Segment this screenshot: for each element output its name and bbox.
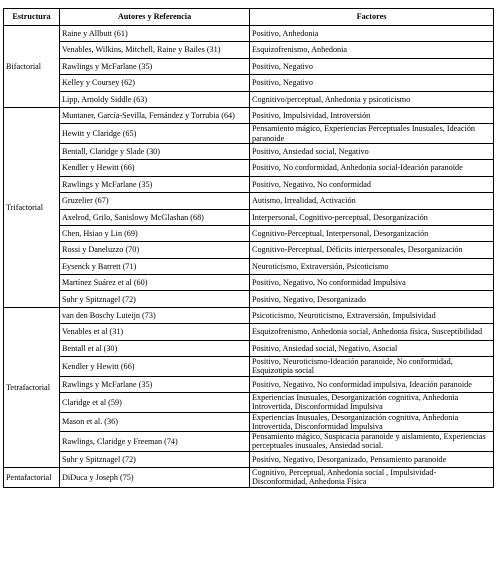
factors-cell: Positivo, Impulsividad, Introversión: [250, 107, 494, 123]
authors-cell: van den Boschy Luteijn (73): [60, 307, 250, 323]
table-row: [4, 75, 494, 91]
table-row: [4, 275, 494, 291]
factors-cell: Interpersonal, Cognitivo-perceptual, Desorganización: [250, 209, 494, 225]
authors-cell: Raine y Allbutt (61): [60, 26, 250, 42]
authors-cell: Lipp, Arnoldy Siddle (63): [60, 91, 250, 107]
table-row: [4, 242, 494, 258]
table-row: [4, 258, 494, 274]
authors-cell: Hewitt y Claridge (65): [60, 124, 250, 144]
factors-cell: Positivo, Anhedonia: [250, 26, 494, 42]
factor-structure-table: [3, 8, 494, 488]
factors-cell: Cognitivo-Perceptual, Interpersonal, Desorganización: [250, 225, 494, 241]
authors-cell: Suhr y Spitznagel (72): [60, 291, 250, 307]
authors-cell: Kelley y Coursey (62): [60, 75, 250, 91]
table-row: [4, 209, 494, 225]
structure-cell: Bifactorial: [4, 26, 60, 108]
authors-cell: Venables, Wilkins, Mitchell, Raine y Bailes (31): [60, 42, 250, 58]
factors-cell: Positivo, Negativo, No conformidad impulsiva, Ideación paranoide: [250, 376, 494, 392]
authors-cell: Kendler y Hewitt (66): [60, 357, 250, 377]
authors-cell: Muntaner, García-Sevilla, Fernández y Torrubia (64): [60, 107, 250, 123]
authors-cell: Eysenck y Barrett (71): [60, 258, 250, 274]
factors-cell: Positivo, Negativo: [250, 75, 494, 91]
table-row: [4, 324, 494, 340]
header-estructura: Estructura: [4, 9, 60, 26]
table-row: [4, 307, 494, 323]
factors-cell: Positivo, Ansiedad social, Negativo, Asocial: [250, 340, 494, 356]
authors-cell: Rawlings y McFarlane (35): [60, 176, 250, 192]
factors-cell: Pensamiento mágico, Experiencias Perceptuales Inusuales, Ideación paranoide: [250, 124, 494, 144]
structure-cell: Trifactorial: [4, 107, 60, 307]
authors-cell: Claridge et al (59): [60, 393, 250, 413]
structure-cell: Pentafactorial: [4, 468, 60, 488]
table-row: [4, 340, 494, 356]
table-row: [4, 26, 494, 42]
table-row: [4, 291, 494, 307]
authors-cell: Venables et al (31): [60, 324, 250, 340]
table-row: [4, 412, 494, 432]
table-row: [4, 376, 494, 392]
factors-cell: Positivo, Negativo, Desorganizado, Pensamiento paranoide: [250, 451, 494, 467]
authors-cell: Rawlings y McFarlane (35): [60, 376, 250, 392]
table-row: [4, 91, 494, 107]
header-factores: Factores: [250, 9, 494, 26]
table-row: [4, 42, 494, 58]
authors-cell: Rossi y Daneluzzo (70): [60, 242, 250, 258]
factors-cell: Pensamiento mágico, Suspicacia paranoide y aislamiento, Experiencias perceptuales inusuales, Ansiedad social.: [250, 432, 494, 452]
factors-cell: Positivo, Negativo, No conformidad Impulsiva: [250, 275, 494, 291]
table-row: [4, 432, 494, 452]
factors-cell: Psicoticismo, Neuroticismo, Extraversión, Impulsividad: [250, 307, 494, 323]
table-body: [4, 26, 494, 488]
table-row: [4, 468, 494, 488]
table-row: [4, 451, 494, 467]
authors-cell: Chen, Hsiao y Lin (69): [60, 225, 250, 241]
table-header-row: [4, 9, 494, 26]
authors-cell: DiDuca y Joseph (75): [60, 468, 250, 488]
authors-cell: Suhr y Spitznagel (72): [60, 451, 250, 467]
factors-cell: Cognitivo-Perceptual, Déficits interpersonales, Desorganización: [250, 242, 494, 258]
table-row: [4, 143, 494, 159]
factors-cell: Experiencias Inusuales, Desorganización cognitiva, Anhedonia Introvertida, Disconformidad Impulsiva: [250, 393, 494, 413]
factors-cell: Experiencias Inusuales, Desorganización cognitiva, Anhedonia Introvertida, Disconformidad Impulsiva: [250, 412, 494, 432]
factors-cell: Cognitivo/perceptual, Anhedonia y psicoticismo: [250, 91, 494, 107]
table-row: [4, 58, 494, 74]
factor-structure-table-container: [3, 8, 493, 488]
factors-cell: Esquizofrenismo, Anhedonia social, Anhedonia física, Susceptibilidad: [250, 324, 494, 340]
table-row: [4, 124, 494, 144]
factors-cell: Cognitivo, Perceptual, Anhedonia social , Impulsividad-Disconformidad, Anhedonia Física: [250, 468, 494, 488]
table-row: [4, 357, 494, 377]
factors-cell: Autismo, Irrealidad, Activación: [250, 193, 494, 209]
table-row: [4, 176, 494, 192]
authors-cell: Gruzelier (67): [60, 193, 250, 209]
table-row: [4, 225, 494, 241]
factors-cell: Positivo, Negativo, No conformidad: [250, 176, 494, 192]
authors-cell: Rawlings, Claridge y Freeman (74): [60, 432, 250, 452]
factors-cell: Esquizofrenismo, Anhedonia: [250, 42, 494, 58]
table-row: [4, 160, 494, 176]
table-row: [4, 107, 494, 123]
table-row: [4, 193, 494, 209]
authors-cell: Martínez Suárez et al (60): [60, 275, 250, 291]
header-autores: Autores y Referencia: [60, 9, 250, 26]
authors-cell: Bentall, Claridge y Slade (30): [60, 143, 250, 159]
authors-cell: Axelrod, Grilo, Sanislowy McGlashan (68): [60, 209, 250, 225]
authors-cell: Bentall et al (30): [60, 340, 250, 356]
factors-cell: Positivo, No conformidad, Anhedonia social-Ideación paranoide: [250, 160, 494, 176]
factors-cell: Positivo, Negativo, Desorganizado: [250, 291, 494, 307]
authors-cell: Kendler y Hewitt (66): [60, 160, 250, 176]
authors-cell: Mason et al. (36): [60, 412, 250, 432]
authors-cell: Rawlings y McFarlane (35): [60, 58, 250, 74]
factors-cell: Positivo, Ansiedad social, Negativo: [250, 143, 494, 159]
table-row: [4, 393, 494, 413]
factors-cell: Positivo, Neuroticismo-Ideación paranoide, No conformidad, Esquizotipia social: [250, 357, 494, 377]
factors-cell: Neuroticismo, Extraversión, Psicoticismo: [250, 258, 494, 274]
structure-cell: Tetrafactorial: [4, 307, 60, 467]
factors-cell: Positivo, Negativo: [250, 58, 494, 74]
